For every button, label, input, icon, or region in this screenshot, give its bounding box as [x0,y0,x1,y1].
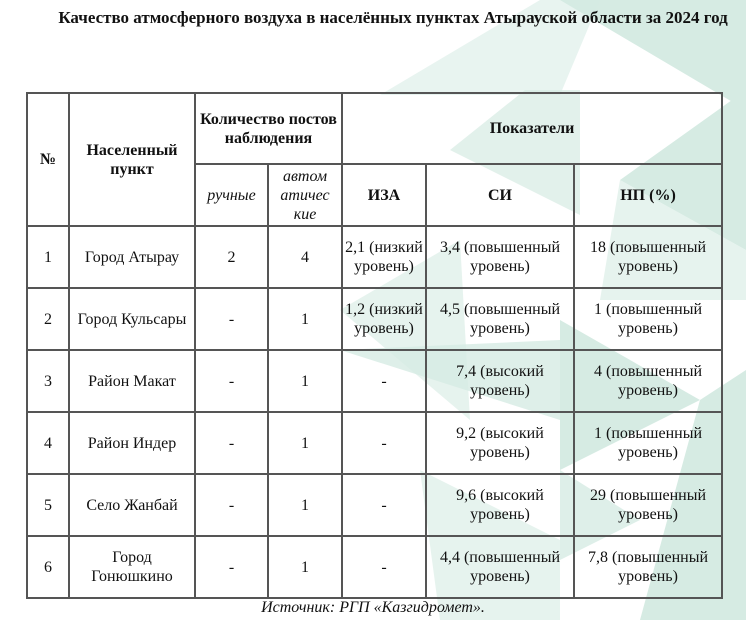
cell-auto: 4 [268,226,342,288]
cell-num: 2 [27,288,69,350]
header-posts: Количество постов наблюдения [195,93,342,164]
cell-auto: 1 [268,474,342,536]
cell-np: 1 (повышенный уровень) [574,412,722,474]
cell-manual: - [195,474,268,536]
table-row [27,412,722,474]
table-row [27,474,722,536]
cell-np: 29 (повышенный уровень) [574,474,722,536]
cell-manual: - [195,288,268,350]
cell-iza: 1,2 (низкий уровень) [342,288,426,350]
cell-place: Город Атырау [69,226,195,288]
cell-iza: - [342,536,426,598]
header-iza: ИЗА [342,164,426,226]
cell-manual: - [195,412,268,474]
cell-manual: - [195,350,268,412]
table-row [27,350,722,412]
table-row [27,288,722,350]
cell-si: 7,4 (высокий уровень) [426,350,574,412]
cell-auto: 1 [268,288,342,350]
cell-si: 9,2 (высокий уровень) [426,412,574,474]
header-si: СИ [426,164,574,226]
cell-auto: 1 [268,412,342,474]
header-np: НП (%) [574,164,722,226]
cell-si: 3,4 (повышенный уровень) [426,226,574,288]
table-row [27,226,722,288]
header-auto: автом атичес кие [268,164,342,226]
cell-np: 4 (повышенный уровень) [574,350,722,412]
cell-si: 4,4 (повышенный уровень) [426,536,574,598]
header-indicators: Показатели [342,93,722,164]
air-quality-table [26,92,723,599]
source-note: Источник: РГП «Казгидромет». [261,599,485,616]
cell-auto: 1 [268,350,342,412]
cell-num: 4 [27,412,69,474]
cell-iza: 2,1 (низкий уровень) [342,226,426,288]
cell-place: Район Индер [69,412,195,474]
cell-np: 1 (повышенный уровень) [574,288,722,350]
cell-num: 6 [27,536,69,598]
cell-manual: - [195,536,268,598]
cell-np: 18 (повышенный уровень) [574,226,722,288]
cell-num: 5 [27,474,69,536]
cell-manual: 2 [195,226,268,288]
cell-place: Город Кульсары [69,288,195,350]
header-manual: ручные [195,164,268,226]
cell-si: 4,5 (повышенный уровень) [426,288,574,350]
cell-num: 3 [27,350,69,412]
cell-np: 7,8 (повышенный уровень) [574,536,722,598]
header-num: № [27,93,69,226]
table-row [27,536,722,598]
cell-place: Район Макат [69,350,195,412]
cell-auto: 1 [268,536,342,598]
cell-iza: - [342,474,426,536]
cell-si: 9,6 (высокий уровень) [426,474,574,536]
cell-num: 1 [27,226,69,288]
header-place: Населенный пункт [69,93,195,226]
cell-iza: - [342,350,426,412]
cell-place: Город Гонюшкино [69,536,195,598]
page-title: Качество атмосферного воздуха в населённых пунктах Атырауской области за 2024 год [58,8,728,27]
cell-iza: - [342,412,426,474]
cell-place: Село Жанбай [69,474,195,536]
